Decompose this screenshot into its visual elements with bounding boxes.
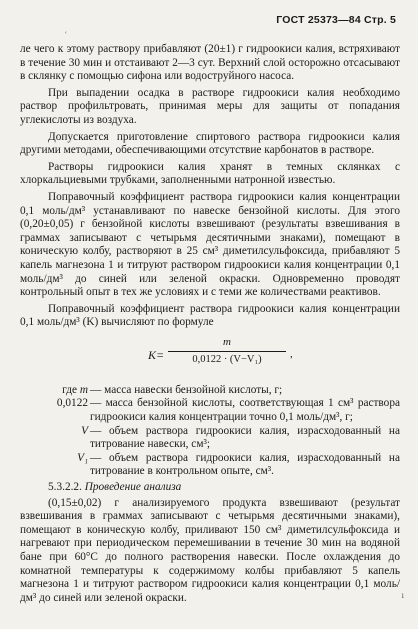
definition-text: — масса бензойной кислоты, соответствующая 1 см³ раствора гидроокиси калия концентрации точно 0,1 моль/дм³, г;: [90, 397, 400, 424]
page-header: ГОСТ 25373—84 Стр. 5: [276, 14, 396, 26]
document-body: [20, 43, 400, 608]
definition-row: [20, 452, 400, 479]
definition-symbol: 0,0122: [56, 397, 88, 410]
formula: [20, 336, 400, 380]
paragraph: Поправочный коэффициент раствора гидроокиси калия концентрации 0,1 моль/дм³ устанавливают по навеске бензойной кислоты. Для этого (0,20±0,05) г бензойной кислоты взвешивают (результаты взвешивания в граммах записывают с четырьмя десятичными знаками), помещают в коническую колбу, растворяют в 25 см³ диметилсульфоксида, прибавляют 5 капель магнезона 1 и титруют раствором гидроокиси калия концентрации 0,1 моль/дм³ до синей или зеленой окраски. Одновременно проводят контрольный опыт в тех же условиях и с теми же количествами реактивов.: [20, 190, 400, 299]
formula-lhs: K=: [148, 347, 165, 362]
section-heading: [20, 481, 400, 495]
definition-symbol: V₁: [77, 451, 88, 464]
definitions-list: [20, 384, 400, 479]
paragraph: Допускается приготовление спиртового раствора гидроокиси калия другими методами, обеспечивающими отсутствие карбонатов в растворе.: [20, 130, 400, 157]
definition-text: — объем раствора гидроокиси калия, израсходованный на титрование навески, см³;: [90, 424, 400, 451]
formula-denominator: 0,0122 · (V−V₁): [192, 353, 262, 365]
definition-text: — объем раствора гидроокиси калия, израсходованный на титрование в контрольном опыте, см³.: [90, 451, 400, 478]
paragraph: При выпадении осадка в растворе гидроокиси калия необходимо раствор профильтровать, принимая меры для защиты от попадания углекислоты из воздуха.: [20, 86, 400, 126]
paragraph: (0,15±0,02) г анализируемого продукта взвешивают (результат взвешивания в граммах записывают с четырьмя десятичными знаками), помещают в коническую колбу, приливают 150 см³ диметилсульфоксида и нагревают при периодическом перемешивании в течение 30 мин на водяной бане при 60°С до полного растворения навески. После охлаждения до комнатной температуры к содержимому колбы прибавляют 5 капель магнезона 1 и титруют раствором гидроокиси калия концентрации 0,1 моль/дм³ до синей или зеленой окраски.: [20, 496, 400, 604]
definition-symbol: V: [81, 424, 88, 437]
formula-trail: ,: [290, 347, 293, 360]
scan-mark: ı: [401, 590, 404, 600]
definition-row: [20, 397, 400, 424]
definition-prefix: где: [62, 383, 80, 396]
definition-symbol: m: [79, 383, 88, 396]
paragraph: Растворы гидроокиси калия хранят в темных склянках с хлоркальциевыми трубками, заполненными натронной известью.: [20, 160, 400, 187]
section-title: Проведение анализа: [84, 481, 182, 494]
section-number: 5.3.2.2.: [48, 481, 82, 494]
paragraph: Поправочный коэффициент раствора гидроокиси калия концентрации 0,1 моль/дм³ (K) вычисляют по формуле: [20, 302, 400, 329]
definition-row: [20, 425, 400, 452]
definition-text: — масса навески бензойной кислоты, г;: [90, 383, 283, 396]
formula-fraction: [168, 336, 286, 365]
scan-mark: ʿ: [64, 30, 68, 42]
formula-numerator: m: [223, 335, 231, 348]
definition-row: [20, 384, 400, 398]
fraction-bar: [168, 351, 286, 352]
paragraph-continuation: ле чего к этому раствору прибавляют (20±1) г гидроокиси калия, встряхивают в течение 30 мин и отстаивают 2—3 сут. Верхний слой осторожно отсасывают в склянку с помощью сифона или водоструйного насоса.: [20, 43, 400, 83]
